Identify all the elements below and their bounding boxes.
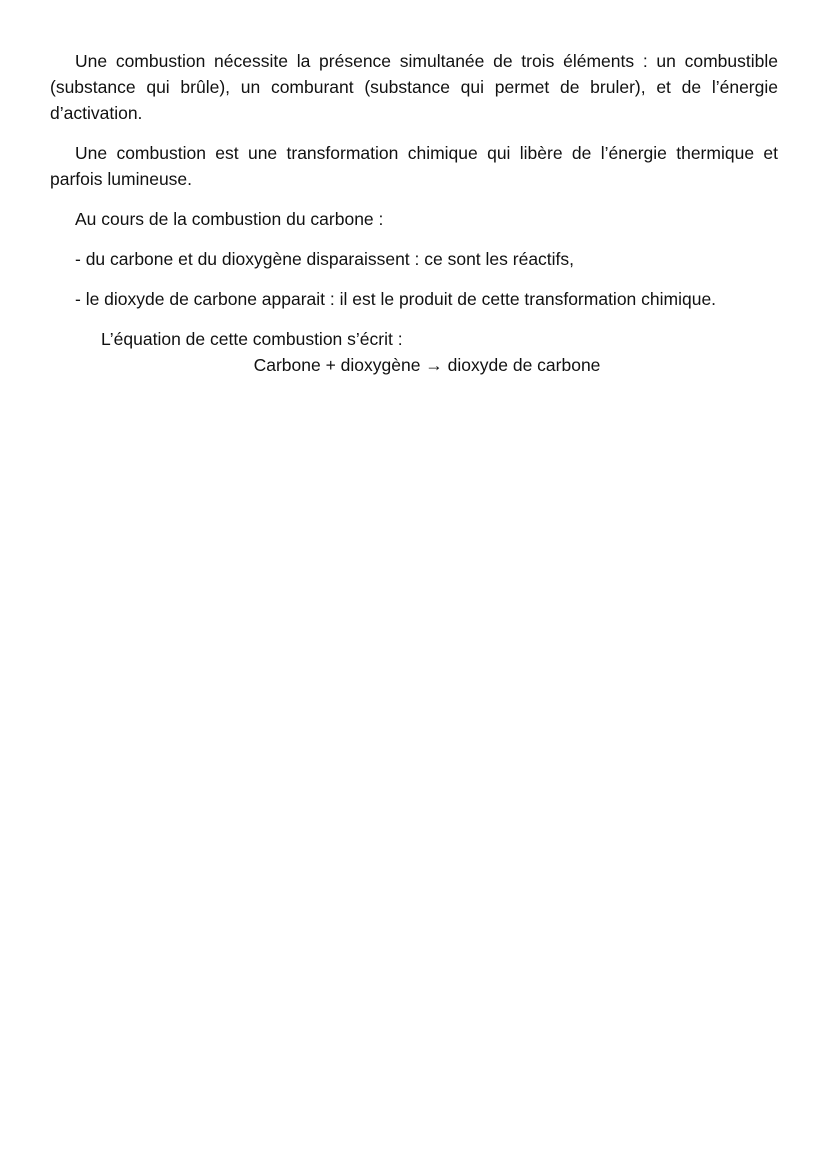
equation-formula: Carbone + dioxygène → dioxyde de carbone: [253, 355, 601, 375]
bullet-reactants: - du carbone et du dioxygène disparaissent : ce sont les réactifs,: [75, 249, 575, 269]
equation-intro: L’équation de cette combustion s’écrit :: [101, 329, 403, 349]
document-body: [50, 48, 778, 378]
paragraph-carbon-combustion-intro: Au cours de la combustion du carbone :: [75, 209, 384, 229]
paragraph-combustion-definition: Une combustion est une transformation chimique qui libère de l’énergie thermique et parfois lumineuse.: [50, 143, 778, 189]
bullet-product: - le dioxyde de carbone apparait : il est le produit de cette transformation chimique.: [75, 289, 717, 309]
paragraph-combustion-elements: Une combustion nécessite la présence simultanée de trois éléments : un combustible (substance qui brûle), un comburant (substance qui permet de bruler), et de l’énergie d’activation.: [50, 51, 778, 123]
